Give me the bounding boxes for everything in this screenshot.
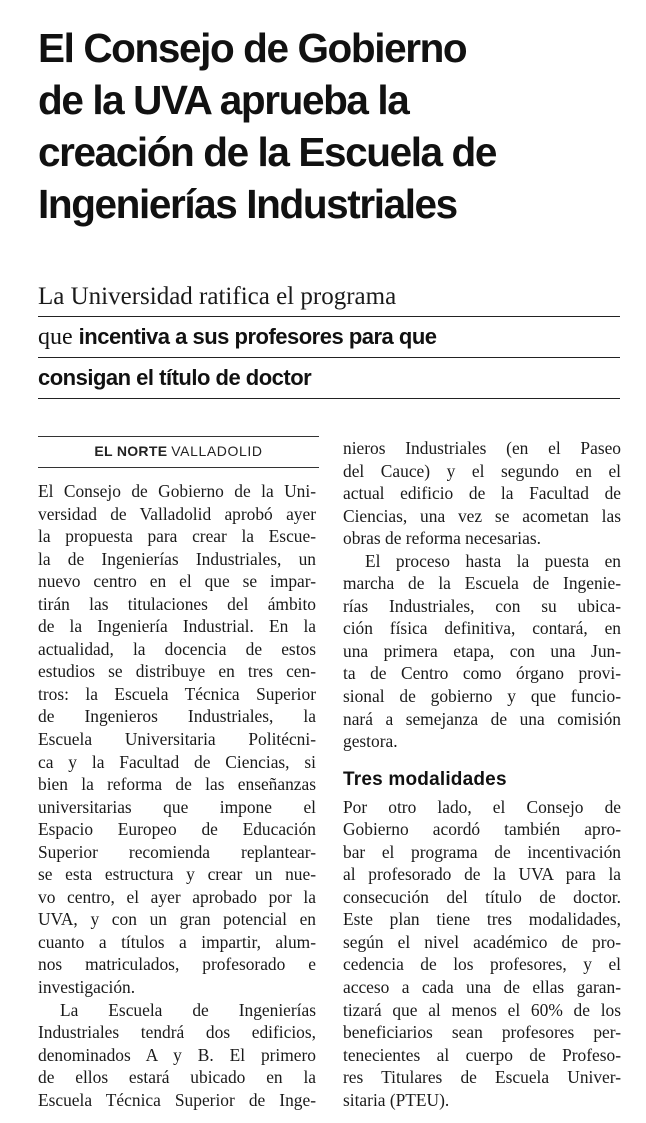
text-line: bien la reforma de las enseñanzas — [38, 774, 316, 795]
text-line: del Cauce) y el segundo en el — [343, 460, 621, 481]
text-line: El proceso hasta la puesta en — [365, 550, 621, 571]
subhead-line-2 — [38, 316, 620, 357]
text-line: res Titulares de Escuela Univer- — [343, 1067, 621, 1088]
text-line: UVA, y con un gran potencial en — [38, 909, 316, 930]
headline-line: de la UVA aprueba la — [38, 77, 409, 123]
text-line: Gobierno acordó también apro- — [343, 819, 621, 840]
text-line: vo centro, el ayer aprobado por la — [38, 886, 316, 907]
text-line: Espacio Europeo de Educación — [38, 819, 316, 840]
subhead-line-1: La Universidad ratifica el programa — [38, 283, 397, 310]
text-line: ca y la Facultad de Ciencias, si — [38, 751, 316, 772]
text-line: Por otro lado, el Consejo de — [343, 796, 621, 817]
text-line: nieros Industriales (en el Paseo — [343, 438, 621, 458]
text-line: tirán las titulaciones del ámbito — [38, 593, 316, 614]
text-line: acceso a cada una de ellas garan- — [343, 977, 621, 998]
text-line: según el nivel académico de pro- — [343, 931, 621, 952]
byline-location: VALLADOLID — [171, 443, 263, 459]
text-line: Este plan tiene tres modalidades, — [343, 909, 621, 930]
text-line: bar el programa de incentivación — [343, 841, 621, 862]
text-line: nos matriculados, profesorado e — [38, 954, 316, 975]
text-line: cuanto a títulos a impartir, alum- — [38, 931, 316, 952]
text-line: Superior recomienda replantear- — [38, 841, 316, 862]
text-line: la propuesta para crear la Escue- — [38, 526, 316, 547]
text-line: ción física definitiva, contará, en — [343, 618, 621, 639]
headline-line: creación de la Escuela de — [38, 129, 497, 175]
text-line: rías Industriales, con su ubica- — [343, 595, 621, 616]
headline — [38, 22, 633, 230]
subhead-line-2-serif: que — [38, 324, 79, 350]
text-line: actualidad, la docencia de estos — [38, 638, 316, 659]
text-line: tizará que al menos el 60% de los — [343, 999, 621, 1020]
text-line: una primera etapa, con una Jun- — [343, 640, 621, 661]
subhead-line-3: consigan el título de doctor — [38, 357, 620, 399]
subheadline — [38, 278, 620, 399]
text-line: universitarias que impone el — [38, 796, 316, 817]
text-line: marcha de la Escuela de Ingenie- — [343, 573, 621, 594]
text-line: actual edificio de la Facultad de — [343, 483, 621, 504]
text-line: Escuela Universitaria Politécni- — [38, 729, 316, 750]
text-line: El Consejo de Gobierno de la Uni- — [38, 481, 316, 501]
text-line: beneficiarios sean profesores per- — [343, 1022, 621, 1043]
text-line: nuevo centro en el que se impar- — [38, 571, 316, 592]
text-line: sitaria (PTEU). — [343, 1089, 450, 1110]
text-line: de la Ingeniería Industrial. En la — [38, 616, 316, 637]
text-line: denominados A y B. El primero — [38, 1044, 316, 1065]
section-title: Tres modalidades — [343, 768, 507, 790]
byline — [38, 436, 319, 468]
article-column-right — [343, 437, 621, 1111]
text-line: de Ingenieros Industriales, la — [38, 706, 316, 727]
text-line: ta de Centro como órgano provi- — [343, 663, 621, 684]
text-line: de ellos estará ubicado en la — [38, 1067, 316, 1088]
text-line: al profesorado de la UVA para la — [343, 864, 621, 885]
text-line: Escuela Técnica Superior de Inge- — [38, 1089, 316, 1110]
text-line: La Escuela de Ingenierías — [60, 999, 316, 1020]
text-line: cedencia de los profesores, y el — [343, 954, 621, 975]
text-line: tros: la Escuela Técnica Superior — [38, 683, 316, 704]
text-line: gestora. — [343, 731, 398, 752]
text-line: tenecientes al cuerpo de Profeso- — [343, 1044, 621, 1065]
text-line: la de Ingenierías Industriales, un — [38, 548, 316, 569]
text-line: consecución del título de doctor. — [343, 886, 621, 907]
text-line: versidad de Valladolid aprobó ayer — [38, 503, 316, 524]
text-line: investigación. — [38, 977, 136, 998]
text-line: Ciencias, una vez se acometan las — [343, 505, 621, 526]
text-line: estudios se distribuye en tres cen- — [38, 661, 316, 682]
text-line: obras de reforma necesarias. — [343, 528, 541, 549]
text-line: Industriales tendrá dos edificios, — [38, 1022, 316, 1043]
article-column-left — [38, 480, 316, 1111]
subhead-line-2-bold: incentiva a sus profesores para que — [78, 324, 437, 349]
text-line: se esta estructura y crear un nue- — [38, 864, 316, 885]
text-line: sional de gobierno y que funcio- — [343, 686, 621, 707]
text-line: nará a semejanza de una comisión — [343, 708, 621, 729]
byline-source: EL NORTE — [94, 443, 168, 459]
headline-line: El Consejo de Gobierno — [38, 25, 467, 71]
headline-line: Ingenierías Industriales — [38, 181, 457, 227]
